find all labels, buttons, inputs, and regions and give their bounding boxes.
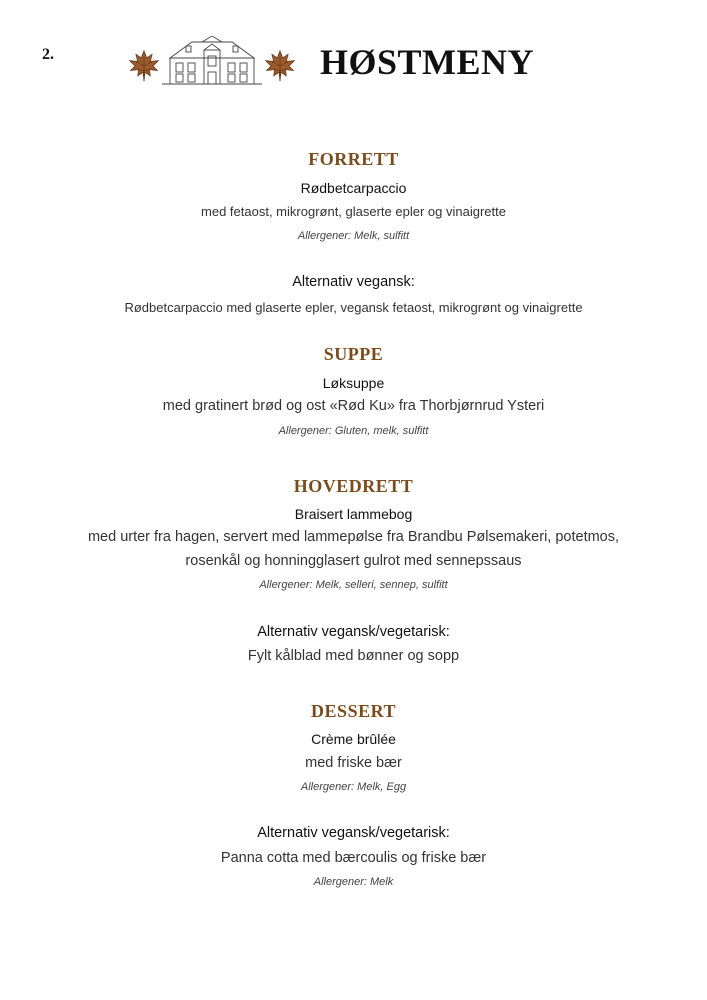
course-heading-suppe: SUPPE — [323, 344, 384, 364]
dish-name: Crème brûlée — [311, 731, 396, 747]
allergen-info: Allergener: Melk, selleri, sennep, sulfitt — [259, 579, 448, 591]
dish-name: Løksuppe — [322, 375, 385, 391]
alternative-label: Alternativ vegansk/vegetarisk: — [257, 825, 450, 841]
dish-description: med urter fra hagen, servert med lammepølse fra Brandbu Pølsemakeri, potetmos, — [87, 529, 620, 545]
page-number: 2. — [42, 46, 54, 63]
dish-description: rosenkål og honningglasert gulrot med sennepssaus — [185, 553, 522, 569]
allergen-info: Allergener: Gluten, melk, sulfitt — [278, 425, 429, 437]
course-heading-forrett: FORRETT — [308, 149, 399, 169]
course-heading-hovedrett: HOVEDRETT — [293, 476, 414, 496]
dish-name: Braisert lammebog — [294, 506, 413, 522]
allergen-info: Allergener: Melk — [313, 876, 394, 888]
alternative-label: Alternativ vegansk: — [292, 274, 415, 290]
dish-description: med gratinert brød og ost «Rød Ku» fra Thorbjørnrud Ysteri — [162, 398, 545, 414]
alternative-label: Alternativ vegansk/vegetarisk: — [257, 624, 450, 640]
maple-leaf-icon — [262, 48, 298, 84]
dish-description: med fetaost, mikrogrønt, glaserte epler og vinaigrette — [201, 204, 506, 219]
alternative-description: Panna cotta med bærcoulis og friske bær — [220, 850, 487, 866]
course-heading-dessert: DESSERT — [311, 701, 396, 721]
allergen-info: Allergener: Melk, Egg — [300, 781, 407, 793]
dish-description: med friske bær — [305, 755, 402, 771]
alternative-description: Fylt kålblad med bønner og sopp — [247, 648, 460, 664]
manor-house-icon — [162, 36, 262, 86]
menu-header — [126, 36, 566, 88]
allergen-info: Allergener: Melk, sulfitt — [297, 230, 410, 242]
page-title: HØSTMENY — [320, 42, 535, 82]
alternative-description: Rødbetcarpaccio med glaserte epler, vegansk fetaost, mikrogrønt og vinaigrette — [124, 300, 583, 315]
dish-name: Rødbetcarpaccio — [300, 180, 407, 196]
maple-leaf-icon — [126, 48, 162, 84]
